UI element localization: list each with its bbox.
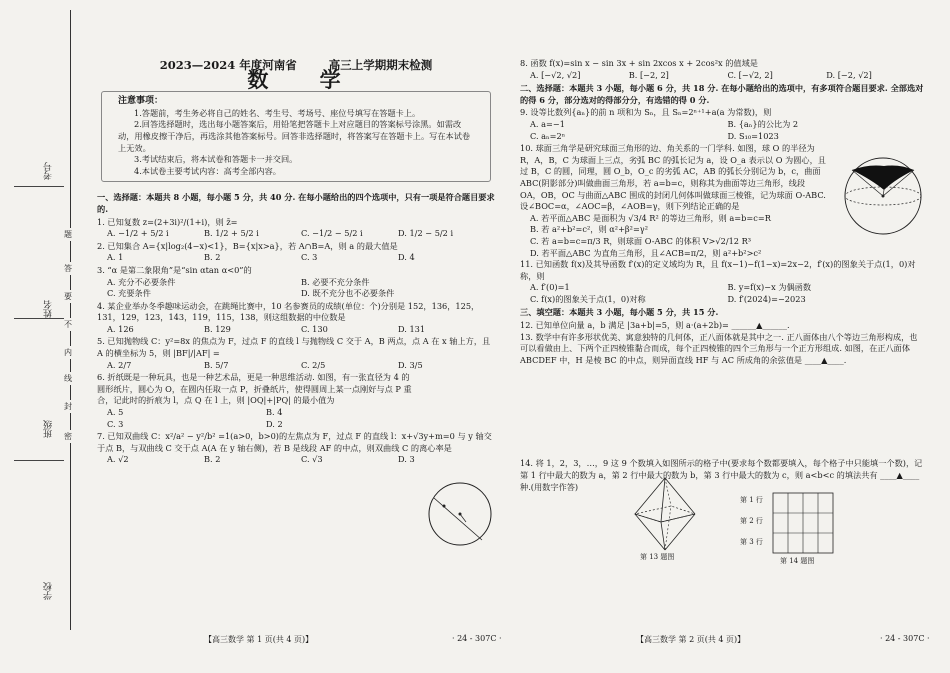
notice-item: 4.本试卷主要考试内容：高考全部内容。: [134, 165, 281, 176]
question-6: 6. 折纸既是一种玩具，也是一种艺术品，更是一种思维活动. 如图，有一张直径为 4 的圆形纸片，圆心为 O，在圆内任取一点 P，折叠纸片，使得圆周上某一点刚好与点 P 重合，记此时的折痕为 l，点 Q 在 l 上，则 |OQ|+|PQ| 的最小值为: [97, 372, 412, 406]
page-2-column: [520, 58, 925, 493]
option: A. 若平面△ABC 是面积为 √3/4 R² 的等边三角形，则 a=b=c=R: [530, 212, 771, 223]
option: D. 既不充分也不必要条件: [301, 288, 395, 299]
option: B. 1/2 + 5/2 i: [204, 228, 259, 239]
option: A. a=−1: [530, 118, 565, 129]
option: D. 1/2 − 5/2 i: [398, 228, 454, 239]
question-13: 13. 数学中有许多形状优美、寓意独特的几何体，正八面体就是其中之一. 正八面体由八个等边三角形构成，也可以看做由上、下两个正四棱锥黏合而成，每个正四棱锥的四个三角形与一个正方形组成. 如图，在正八面体 ABCDEF 中，H 是棱 BC 的中点，则异面直线 HF 与 AC 所成角的余弦值是 ____▲____.: [520, 331, 918, 365]
question-1: 1. 已知复数 z=(2+3i)²/(1+i)，则 z̄=: [97, 216, 238, 227]
question-12: 12. 已知单位向量 a，b 满足 |3a+b|=5，则 a·(a+2b)= ______▲______.: [520, 320, 790, 331]
question-11: 11. 已知函数 f(x)及其导函数 f′(x)的定义域均为 R，且 f(x−1)−f(1−x)=2x−2，f′(x)的图象关于点(1，0)对称，则: [520, 259, 916, 281]
option: A. √2: [107, 454, 129, 465]
option: B. 2: [204, 454, 221, 465]
question-7: 7. 已知双曲线 C：x²/a² − y²/b² =1(a>0，b>0)的左焦点为 F，过点 F 的直线 l：x+√3y+m=0 与 y 轴交于点 B，与双曲线 C 交于点 A(A 在 y 轴右侧)，若 B 是线段 AF 的中点，则双曲线 C 的离心率是: [97, 431, 492, 453]
section-2-heading: 二、选择题：本题共 3 小题，每小题 6 分，共 18 分. 在每小题给出的选项中，有多项符合题目要求. 全部选对的得 6 分，部分选对的得部分分，有选错的得 0 分.: [520, 83, 924, 105]
option: A. 5: [107, 407, 124, 418]
class-label: 班级: [44, 420, 54, 438]
option: B. 4: [266, 407, 283, 418]
page-1-code: · 24 - 307C ·: [452, 634, 502, 643]
question-5-options: [107, 360, 495, 372]
row-label: 第 3 行: [740, 538, 763, 546]
option: C. f(x)的图象关于点(1，0)对称: [530, 293, 646, 304]
option: B. 2: [204, 252, 221, 263]
seal-char: 不: [64, 320, 72, 329]
notice-title: 注意事项：: [118, 96, 164, 107]
exam-name: 高三上学期期末检测: [328, 58, 433, 72]
page-1-column: [97, 58, 495, 467]
question-3: 3. “α 是第二象限角”是“sin αtan α<0”的: [97, 264, 252, 275]
option: A. −1/2 + 5/2 i: [107, 228, 169, 239]
q14-caption: 第 14 题图: [780, 557, 815, 565]
figures-spacer: [520, 366, 925, 458]
option: B. 5/7: [204, 359, 229, 370]
section-3-heading: 三、填空题：本题共 3 小题，每小题 5 分，共 15 分.: [520, 307, 719, 318]
option: C. 3: [107, 418, 124, 429]
seal-char: 线: [64, 374, 72, 383]
option: B. y=f(x)−x 为偶函数: [727, 282, 812, 293]
option: D. S₁₀=1023: [727, 130, 779, 141]
notice-item: 2.回答选择题时，选出每小题答案后，用铅笔把答题卡上对应题目的答案标号涂黑。如需改动，用橡皮擦干净后，再选涂其他答案标号。回答非选择题时，将答案写在答题卡上。写在本试卷上无效。: [118, 119, 471, 153]
option: C. −1/2 − 5/2 i: [301, 228, 363, 239]
notice-item: 1.答题前，考生务必将自己的姓名、考生号、考场号、座位号填写在答题卡上。: [134, 107, 421, 118]
name-label: 姓名: [44, 300, 54, 318]
seal-char: 封: [64, 402, 72, 411]
exam-no-rule: [14, 186, 64, 187]
question-7-options: [107, 454, 495, 466]
notice-box: [101, 91, 491, 182]
option: C. √3: [301, 454, 323, 465]
question-6-options: [107, 407, 425, 430]
name-rule: [14, 318, 64, 319]
option: C. aₙ=2ⁿ: [530, 130, 566, 141]
question-10: 10. 球面三角学是研究球面三角形的边、角关系的一门学科. 如图，球 O 的半径为 R，A，B，C 为球面上三点，劣弧 BC 的弧长记为 a，设 O_a 表示以 O 为圆心，且过 B，C 的圆，同理，圆 O_b，O_c 的劣弧 AC，AB 的弧长分别记为 b，c，曲面 ABC(阴影部分)叫做曲面三角形，若 a=b=c，则称其为曲面等边三角形，线段 OA，OB，OC 与曲面△ABC 围成的封闭几何体叫做球面三棱锥，记为球面 O-ABC. 设∠BOC=α，∠AOC=β，∠AOB=γ，则下列结论正确的是: [520, 143, 826, 212]
question-9: 9. 设等比数列{aₙ}的前 n 项和为 Sₙ，且 Sₙ=2ⁿ⁺¹+a(a 为常数)，则: [520, 107, 772, 118]
option: D. 2: [266, 418, 283, 429]
question-8-options: [530, 70, 925, 82]
exam-year: 2023—2024 年度河南省: [159, 58, 297, 72]
seal-char: 题: [64, 230, 72, 239]
q14-row-labels: [740, 490, 763, 553]
option: D. 131: [398, 323, 426, 334]
question-2: 2. 已知集合 A={x|log₂(4−x)<1}，B={x|x>a}，若 A∩B=A，则 a 的最大值是: [97, 240, 398, 251]
seal-char: 要: [64, 292, 72, 301]
question-1-options: [107, 228, 495, 240]
section-1-heading: 一、选择题：本题共 8 小题，每小题 5 分，共 40 分. 在每小题给出的四个选项中，只有一项是符合题目要求的.: [97, 192, 495, 214]
q6-circle-figure: [420, 478, 498, 550]
question-5: 5. 已知抛物线 C：y²=8x 的焦点为 F，过点 F 的直线 l 与抛物线 C 交于 A，B 两点，点 A 在 x 轴上方，且 A 的横坐标为 5，则 |BF|/|AF| =: [97, 336, 491, 359]
row-label: 第 1 行: [740, 496, 763, 504]
page-1-footer: 【高三数学 第 1 页(共 4 页)】: [204, 635, 314, 644]
option: B. 必要不充分条件: [301, 276, 370, 287]
binding-strip: [0, 0, 96, 673]
question-3-options: [107, 277, 495, 300]
option: C. 若 a=b=c=π/3 R，则球面 O-ABC 的体积 V>√2/12 R³: [530, 235, 752, 246]
page-2-code: · 24 - 307C ·: [880, 634, 930, 643]
option: D. 3: [398, 454, 415, 465]
question-2-options: [107, 252, 495, 264]
question-11-options: [530, 282, 925, 305]
seal-char: 密: [64, 432, 72, 441]
notice-item: 3.考试结束后，将本试卷和答题卡一并交回。: [134, 154, 298, 165]
option: D. 若平面△ABC 为直角三角形，且∠ACB=π/2，则 a²+b²>c²: [530, 247, 762, 258]
q13-octahedron-figure: [615, 474, 715, 554]
q14-grid-figure: [772, 492, 834, 554]
q13-caption: 第 13 题图: [640, 553, 675, 561]
option: B. [−2, 2]: [628, 69, 669, 80]
question-8: 8. 函数 f(x)=sin x − sin 3x + sin 2xcos x + 2cos²x 的值域是: [520, 58, 758, 68]
option: A. 充分不必要条件: [107, 276, 176, 287]
question-4: 4. 某企业举办冬季趣味运动会，在跳绳比赛中，10 名参赛员的成绩(单位：个)分别是 152，136，125，131，129，123，143，119，115，138，则这组数据的中位数是: [97, 300, 480, 323]
page-2-footer: 【高三数学 第 2 页(共 4 页)】: [636, 635, 746, 644]
option: C. 充要条件: [107, 288, 151, 299]
class-rule: [14, 460, 64, 461]
q10-sphere-figure: [838, 150, 928, 238]
option: B. 若 a²+b²=c²，则 α²+β²=γ²: [530, 224, 648, 235]
option: C. [−√2, 2]: [727, 69, 773, 80]
option: D. f′(2024)=−2023: [727, 293, 806, 304]
question-4-options: [107, 324, 495, 336]
option: C. 2/5: [301, 359, 326, 370]
option: B. {aₙ}的公比为 2: [727, 118, 799, 129]
option: A. [−√2, √2]: [530, 69, 581, 80]
question-9-options: [530, 119, 925, 142]
option: C. 130: [301, 323, 328, 334]
option: A. f′(0)=1: [530, 282, 570, 293]
option: A. 2/7: [107, 359, 132, 370]
exam-no-label: 考号: [44, 162, 54, 180]
option: C. 3: [301, 252, 318, 263]
seal-char: 答: [64, 264, 72, 273]
option: D. [−2, √2]: [826, 69, 872, 80]
school-label: 学校: [44, 582, 54, 600]
seal-char: 内: [64, 348, 72, 357]
row-label: 第 2 行: [740, 517, 763, 525]
option: A. 1: [107, 252, 124, 263]
option: A. 126: [107, 323, 134, 334]
option: D. 3/5: [398, 359, 423, 370]
option: D. 4: [398, 252, 415, 263]
subject-title: 数 学: [247, 66, 363, 92]
question-14: 14. 将 1，2，3，…，9 这 9 个数填入如图所示的格子中(要求每个数都要填入，每个格子中只能填一个数)，记第 1 行中最大的数为 a，第 2 行中最大的数为 b，第 3 行中最大的数为 c，则 a<b<c 的填法共有 ____▲____ 种.(用数字作答): [520, 458, 923, 492]
option: B. 129: [204, 323, 231, 334]
